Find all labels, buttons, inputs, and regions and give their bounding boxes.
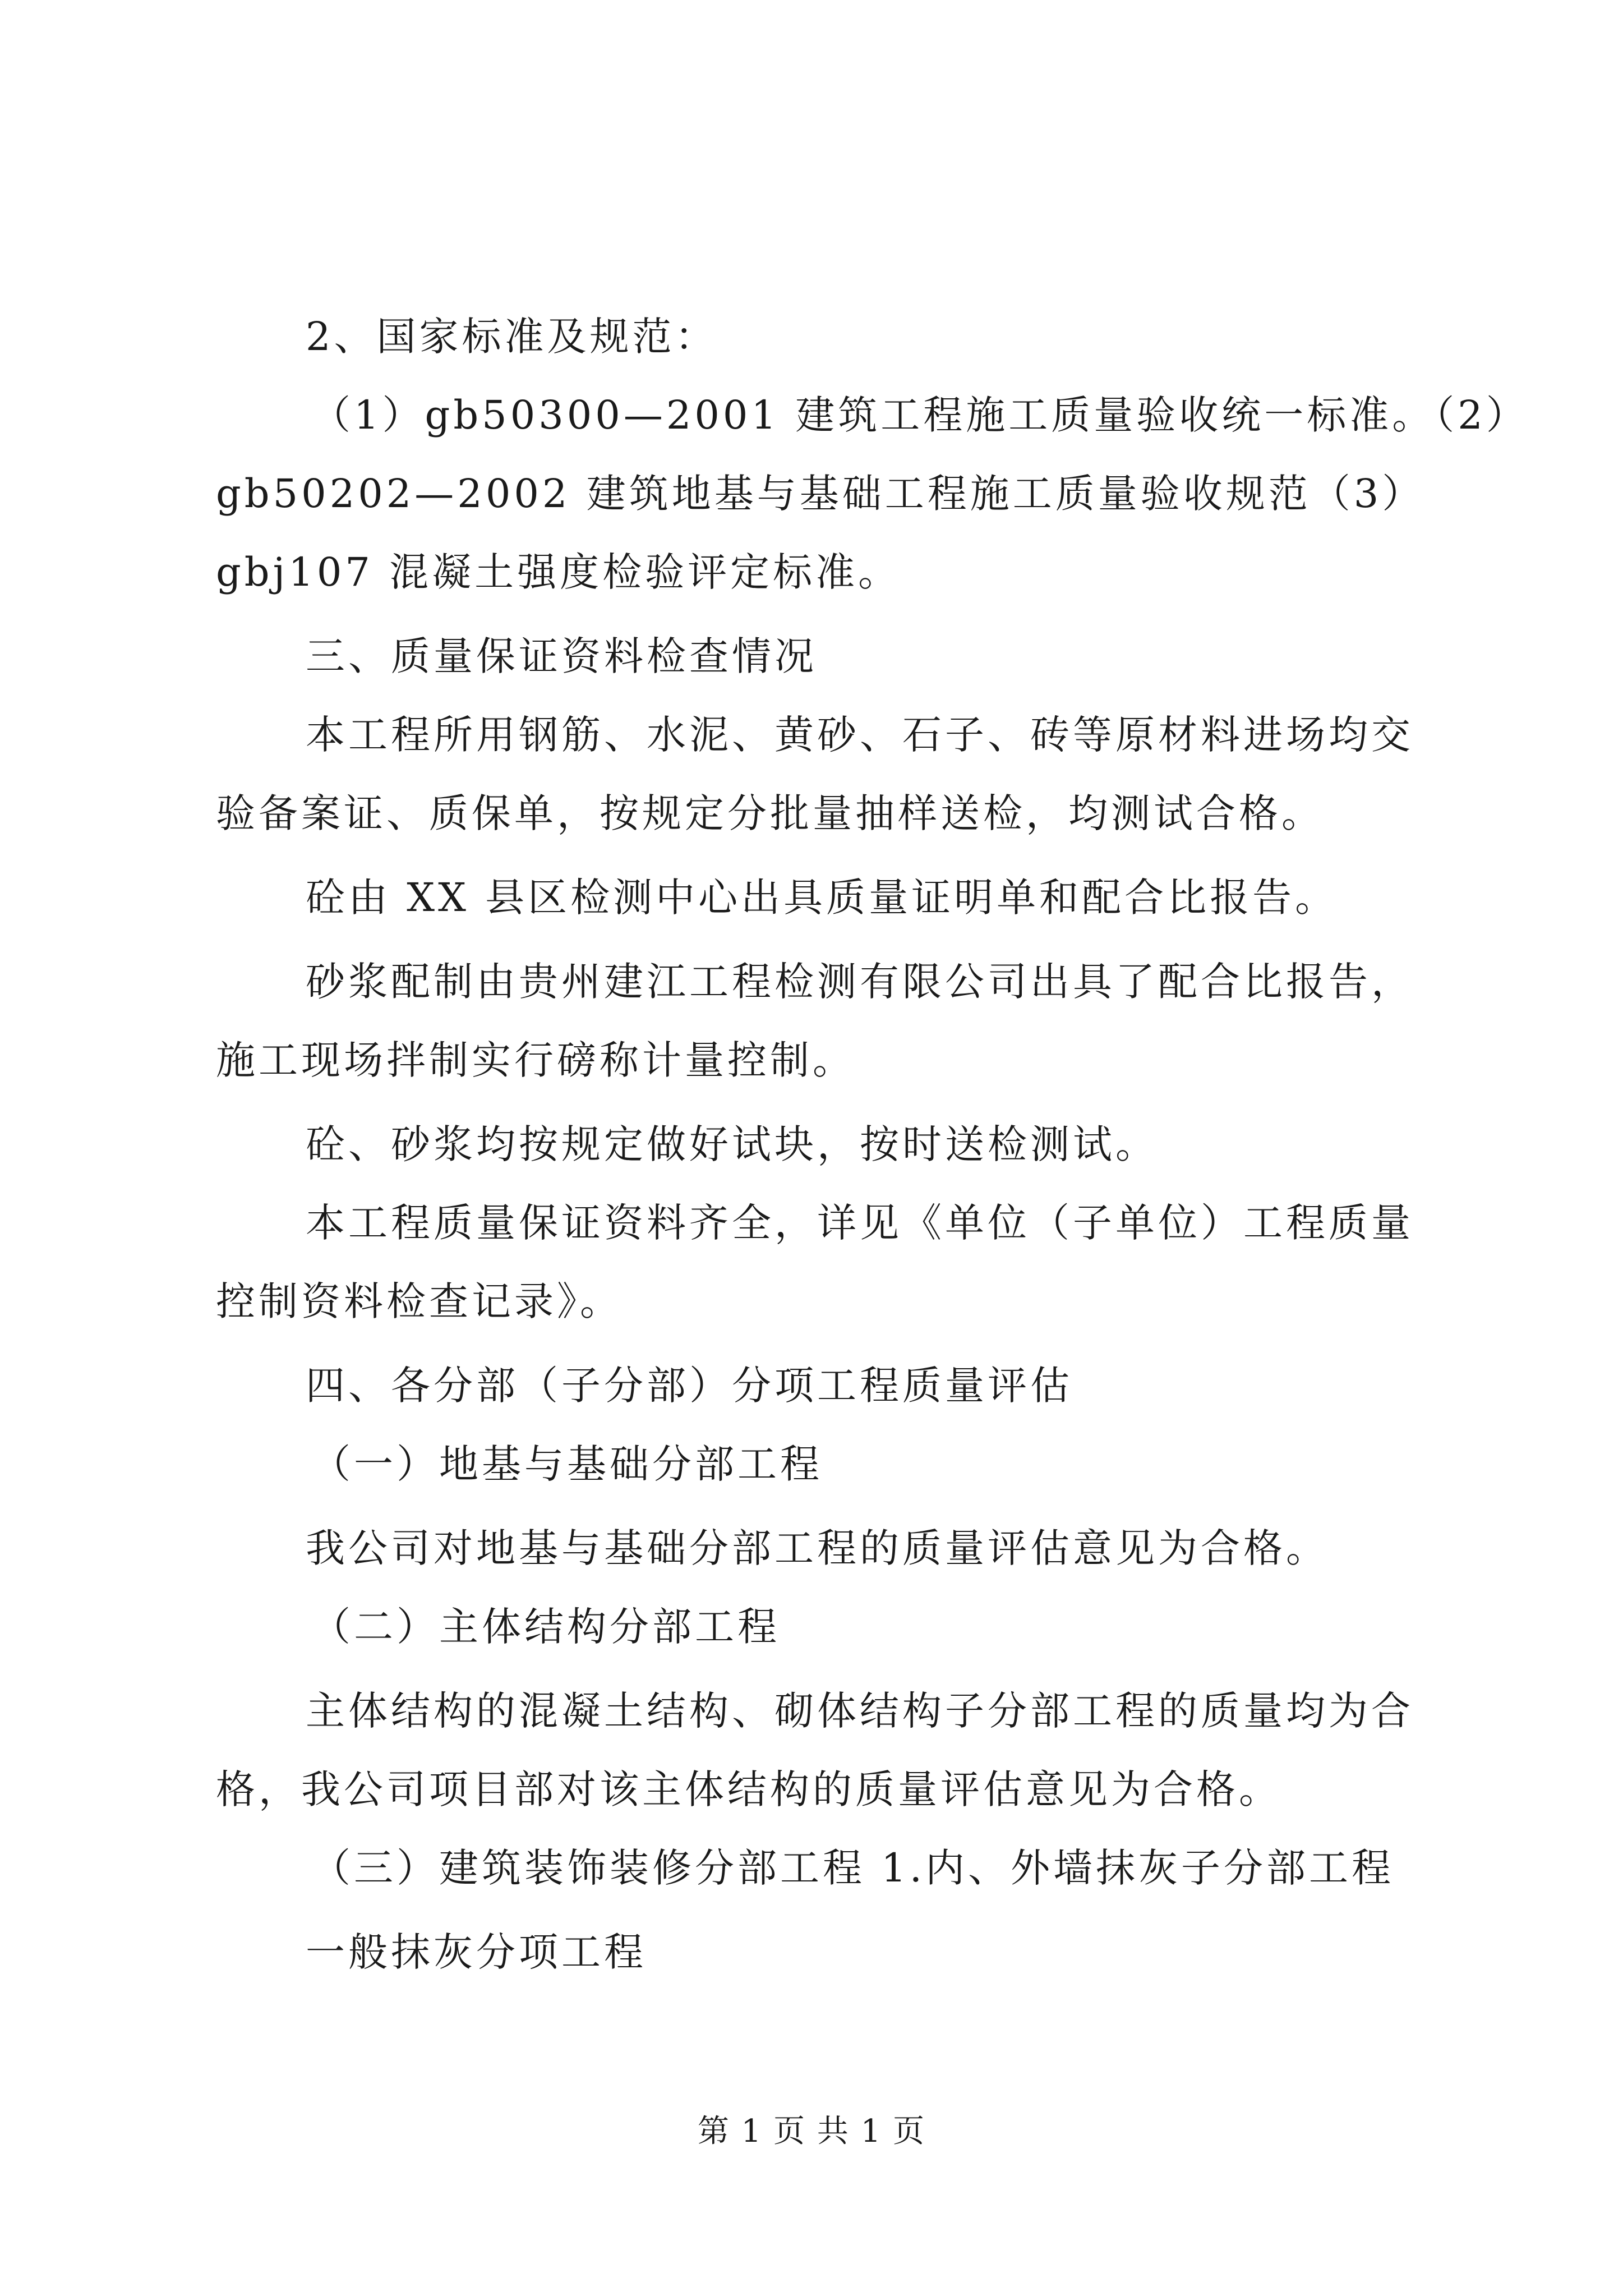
paragraph-line: 主体结构的混凝土结构、砌体结构子分部工程的质量均为合 [306, 1688, 1414, 1734]
paragraph-line: 我公司对地基与基础分部工程的质量评估意见为合格。 [306, 1525, 1329, 1571]
paragraph-line: 砂浆配制由贵州建江工程检测有限公司出具了配合比报告， [306, 959, 1414, 1005]
paragraph-line: 施工现场拌制实行磅称计量控制。 [216, 1037, 855, 1083]
paragraph-line: 控制资料检查记录》。 [216, 1278, 623, 1324]
subsection-heading-main-structure: （二）主体结构分部工程 [311, 1604, 780, 1650]
paragraph-line: 本工程质量保证资料齐全，详见《单位（子单位）工程质量 [306, 1200, 1414, 1246]
paragraph-line: gb50202—2002 建筑地基与基础工程施工质量验收规范（3） [216, 471, 1425, 517]
paragraph-line: 砼、砂浆均按规定做好试块，按时送检测试。 [306, 1121, 1158, 1167]
paragraph-line: 验备案证、质保单，按规定分批量抽样送检，均测试合格。 [216, 790, 1324, 836]
paragraph-line: （1）gb50300—2001 建筑工程施工质量验收统一标准。（2） [311, 392, 1529, 438]
page-footer: 第 1 页 共 1 页 [697, 2113, 926, 2150]
section-heading-evaluation: 四、各分部（子分部）分项工程质量评估 [306, 1363, 1073, 1409]
subsection-heading-decoration: （三）建筑装饰装修分部工程 1.内、外墙抹灰子分部工程 [311, 1845, 1395, 1891]
paragraph-line: 砼由 XX 县区检测中心出具质量证明单和配合比报告。 [306, 875, 1338, 921]
section-heading-standards: 2、国家标准及规范： [306, 314, 718, 360]
paragraph-line: 格，我公司项目部对该主体结构的质量评估意见为合格。 [216, 1766, 1281, 1812]
paragraph-line: gbj107 混凝土强度检验评定标准。 [216, 549, 901, 595]
section-heading-quality-docs: 三、质量保证资料检查情况 [306, 633, 817, 679]
subsection-heading-foundation: （一）地基与基础分部工程 [311, 1441, 823, 1487]
paragraph-line: 一般抹灰分项工程 [306, 1929, 647, 1975]
paragraph-line: 本工程所用钢筋、水泥、黄砂、石子、砖等原材料进场均交 [306, 712, 1414, 758]
